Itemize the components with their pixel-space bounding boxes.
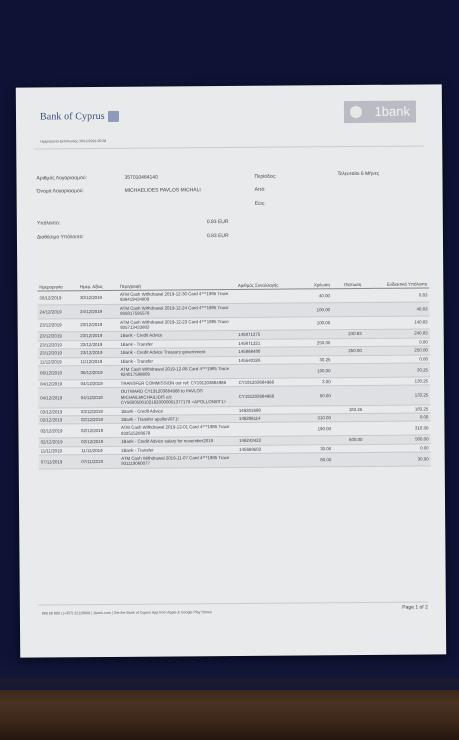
row-description: 1Bank - Transfer [119,445,237,454]
col-credit: Πίστωση [332,281,363,289]
row-debit: 250.00 [303,339,333,348]
row-value-date: 23/12/2019 [78,318,118,332]
row-reference [237,422,303,436]
shadow [0,655,459,690]
row-description: 1Bank - Credit Advice Treasury government [118,348,236,357]
row-debit: 100.00 [303,364,333,378]
row-balance: 30.00 [365,452,431,466]
row-reference: 146301668 [237,405,303,414]
row-credit: 500.00 [333,436,364,445]
row-reference: 145871221 [236,339,302,348]
col-reference: Αριθμός Συναλλαγής [236,281,302,289]
1bank-brand: 1bank [374,103,411,119]
row-debit: 80.00 [304,453,334,467]
row-value-date: 11/11/2019 [79,446,119,455]
row-credit [332,355,363,364]
row-date: 02/12/2019 [39,438,80,447]
row-credit [333,452,364,466]
row-balance: 183.25 [364,404,430,413]
row-description: TRANSFER COMMISSION our ref: CY191203684966 [119,378,237,387]
row-balance: 30.25 [364,363,430,377]
row-date: 11/11/2019 [39,446,80,455]
row-date: 11/12/2019 [38,357,79,366]
row-description: ATM Cash Withdrawal 2019-11-07 Card 4***1985 Trace 931119060077 [119,453,237,468]
row-credit [332,302,363,316]
row-reference [236,317,302,331]
row-balance: 310.00 [364,421,430,435]
row-reference: 146243422 [237,436,303,445]
table-row [39,452,431,469]
row-credit [333,364,364,378]
row-balance: 0.83 [363,288,429,302]
col-date: Ημερομηνία [37,283,78,291]
period-label: Περίοδος: [254,173,277,180]
row-credit: 240.83 [332,330,363,339]
row-balance: 240.83 [364,329,430,338]
col-description: Περιγραφή [118,282,236,290]
row-credit: 250.00 [332,347,363,356]
to-label: Εώς: [254,200,266,207]
row-description: ATM Cash Withdrawal 2019-12-23 Card 4***1985 Trace 935713433803 [118,317,236,332]
row-balance: 250.00 [364,346,430,355]
balance-value: 0.83 EUR [206,219,229,226]
row-reference: 145871375 [236,330,302,339]
row-value-date: 23/12/2019 [78,332,118,341]
row-reference [236,303,302,317]
row-description: 1Bank - Transfer [118,356,236,365]
row-credit [332,316,363,330]
row-debit: 40.00 [302,289,332,303]
1bank-circle-icon [350,106,362,118]
row-value-date: 02/12/2019 [79,415,119,424]
divider [34,145,424,149]
balance-label: Υπόλοιπο: [36,220,61,227]
row-reference: 145868480 [236,347,302,356]
row-date: 04/12/2019 [38,388,79,408]
account-number: 357010464140 [124,174,158,181]
row-date: 04/12/2019 [38,380,79,389]
row-description: 1Bank - Credit Advice salary for november2019 [119,437,237,446]
row-credit [333,377,364,386]
row-value-date: 04/12/2019 [79,379,119,388]
row-balance: 500.00 [364,435,430,444]
row-value-date: 03/12/2019 [79,407,119,416]
account-name: MICHAELIDES PAVLOS MICHALI [124,187,201,194]
row-description: ATM Cash Withdrawal 2019-12-24 Card 4***1985 Trace 935817595578 [118,303,236,318]
row-date: 02/12/2019 [38,416,79,425]
row-credit [332,288,363,302]
row-reference: 145669583 [237,444,303,453]
row-value-date: 04/12/2019 [79,388,119,408]
from-label: Από: [254,186,266,193]
row-value-date: 07/11/2019 [79,454,119,468]
row-debit: 190.00 [303,422,333,436]
account-name-label: Όνομα Λογαριασμού: [36,188,84,195]
row-reference: 145540326 [236,356,302,365]
row-description: ATM Cash Withdrawal 2019-12-06 Card 4***1985 Trace 934017588809 [118,365,236,380]
row-balance: 130.25 [364,377,430,386]
logo-mark-icon [108,111,119,122]
row-value-date: 11/12/2019 [78,357,118,366]
footer-divider [38,601,428,605]
col-value-date: Ημερ. Αξίας [78,283,118,291]
row-balance: 40.83 [363,302,429,316]
row-credit [333,422,364,436]
bank-of-cyprus-logo [40,111,119,123]
row-debit: 50.00 [303,386,333,405]
row-reference [236,364,302,378]
row-balance: 0.00 [364,413,430,422]
1bank-logo [344,101,416,124]
row-balance: 140.83 [364,316,430,330]
row-value-date: 06/12/2019 [79,365,119,379]
row-value-date: 23/12/2019 [78,340,118,349]
row-debit [303,405,333,414]
row-date: 06/12/2019 [38,366,79,380]
row-reference [237,453,303,467]
row-credit [332,338,363,347]
row-value-date: 23/12/2019 [78,349,118,358]
row-description: ATM Cash Withdrawal 2019-12-30 Card 4***1985 Trace 936419434809 [118,289,236,304]
available-balance-label: Διαθέσιμο Υπόλοιπο: [36,234,84,241]
row-credit: 183.25 [333,405,364,414]
period-value: Τελευταίοι 6 Μήνες [337,170,380,178]
row-credit [333,386,365,405]
row-date: 24/12/2019 [37,305,78,319]
row-value-date: 30/12/2019 [78,290,118,304]
row-reference [236,289,302,303]
row-debit: 30.25 [303,355,333,364]
row-debit: 30.00 [303,444,333,453]
row-date: 23/12/2019 [38,349,79,358]
row-debit [303,347,333,356]
row-balance: 0.00 [365,443,431,452]
bank-name: Bank of Cyprus [39,110,105,123]
row-reference: CY191203684966 [237,378,303,387]
row-debit: 100.00 [302,303,332,317]
print-date: Ημερομηνία Εκτύπωσης 30/12/2019 20:58 [40,138,107,144]
row-credit [333,444,364,453]
row-debit [303,330,333,339]
row-date: 23/12/2019 [38,332,79,341]
row-description: OUTWARD CY191203684966 to PAVLOS MICHAILMICHAILIDIS a/c CY56005001021820000001377178 <APOLLON/0T1> [119,387,237,407]
row-debit [303,436,333,445]
row-value-date: 02/12/2019 [79,424,119,438]
row-debit: 310.00 [303,414,333,423]
row-value-date: 02/12/2019 [79,438,119,447]
page-number: Page 1 of 2 [402,604,428,611]
transactions-body [37,288,430,469]
available-balance-value: 0.83 EUR [206,233,229,240]
col-debit: Χρέωση [302,281,332,289]
row-date: 30/12/2019 [37,291,78,305]
row-value-date: 24/12/2019 [78,304,118,318]
row-description: 1Bank - Transfer [118,339,236,348]
row-reference: 146286114 [237,414,303,423]
row-credit [333,413,364,422]
row-balance: 0.00 [364,355,430,364]
row-description: 1Bank - Credit Advice [118,331,236,340]
row-debit: 100.00 [302,316,332,330]
row-description: 1Bank - Transfer apollon/0T1! [119,414,237,423]
row-balance: 0.00 [364,338,430,347]
row-date: 23/12/2019 [38,318,79,332]
account-number-label: Αριθμός Λογαριασμού: [36,175,87,182]
row-reference: CY191203684966 [237,386,303,406]
row-date: 23/12/2019 [38,341,79,350]
row-date: 02/12/2019 [38,424,79,438]
bank-statement-page [16,84,446,657]
row-date: 07/11/2019 [39,455,80,469]
row-description: ATM Cash Withdrawal 2019-12-01 Card 4***1985 Trace 933515280678 [119,423,237,438]
col-balance: Ενδεικτικό Υπόλοιπο [363,280,429,288]
row-description: 1Bank - Credit Advice [119,406,237,415]
transactions-table [37,280,430,469]
row-debit: 3.00 [303,378,333,387]
row-date: 03/12/2019 [38,407,79,416]
row-balance: 133.25 [364,385,430,405]
footer-text: 800 00 800 | (+357) 22128000 | 1bank.com | Get the Bank of Cyprus App from Apple & Google Play Stores [41,610,212,616]
